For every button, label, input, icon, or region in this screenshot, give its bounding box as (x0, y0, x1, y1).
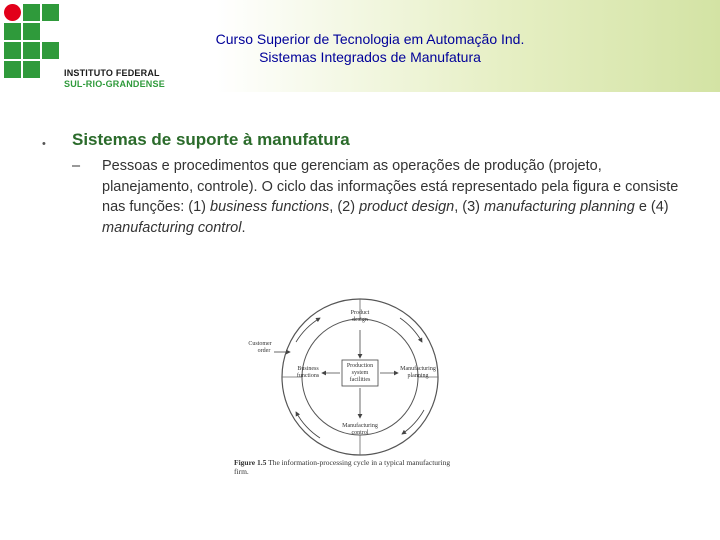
sub-bullet-dash: – (72, 158, 81, 174)
course-title: Curso Superior de Tecnologia em Automação Ind. (215, 31, 525, 47)
mfg-control-label-1: Manufacturing (342, 423, 378, 429)
production-label-1: Production (346, 363, 374, 369)
bullet-marker: • (42, 138, 46, 150)
production-label-3: facilities (349, 377, 371, 383)
customer-order-label-2: order (257, 348, 271, 354)
customer-order-label-1: Customer (248, 341, 272, 347)
logo-text-institute: INSTITUTO FEDERAL (64, 68, 160, 78)
mfg-control-label-2: control (351, 430, 369, 436)
caption-figure-number: Figure 1.5 (234, 458, 267, 467)
logo-text-region: SUL-RIO-GRANDENSE (64, 79, 165, 89)
sub-bullet (72, 156, 684, 238)
product-design-label-2: design (352, 317, 368, 323)
mfg-planning-label-1: Manufacturing (400, 366, 436, 372)
logo-grid-icon (4, 4, 60, 84)
subject-title: Sistemas Integrados de Manufatura (259, 49, 481, 65)
section-heading: Sistemas de suporte à manufatura (72, 130, 350, 149)
product-design-label-1: Product (350, 310, 370, 316)
production-label-2: system (351, 370, 369, 376)
information-cycle-figure (230, 292, 470, 482)
business-functions-label-1: Business (297, 366, 319, 372)
sub-bullet-text: Pessoas e procedimentos que gerenciam as operações de produção (projeto, planejamento, controle). O ciclo das informações está representado pela figura e consiste nas funções: (1) business functions, (2) product design, (3) manufacturing planning e (4) manufacturing control. (102, 158, 679, 236)
mfg-planning-label-2: planning (407, 373, 429, 379)
institute-logo (4, 4, 165, 92)
slide-header-title (150, 30, 590, 66)
figure-caption (234, 458, 464, 476)
caption-text: The information-processing cycle in a typical manufacturing firm. (234, 458, 451, 476)
business-functions-label-2: functions (296, 373, 320, 379)
